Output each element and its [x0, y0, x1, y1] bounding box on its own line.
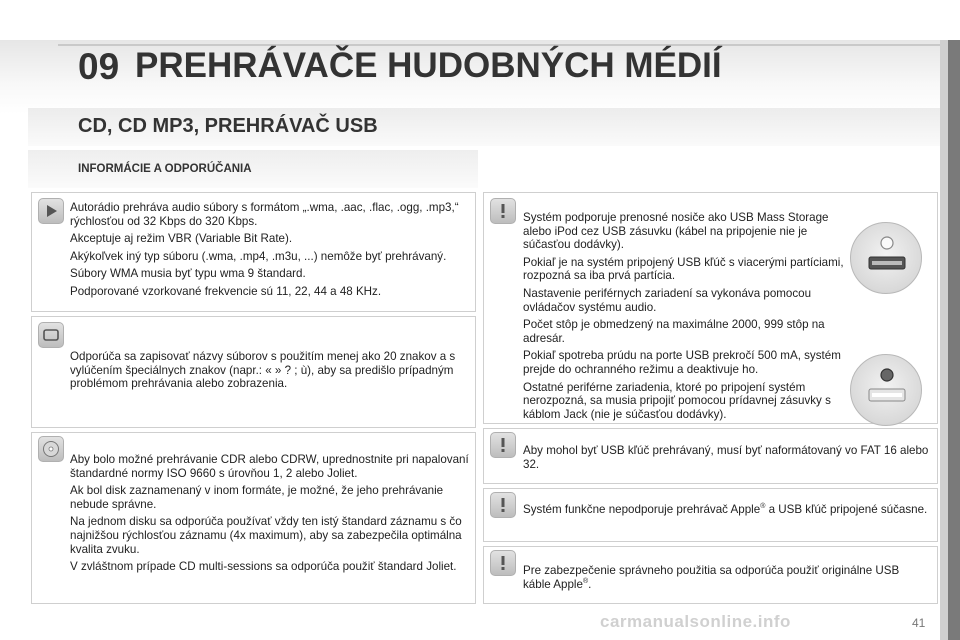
- paragraph: Podporované vzorkované frekvencie sú 11, 22, 44 a 48 KHz.: [70, 284, 382, 298]
- warning-icon: [490, 492, 516, 518]
- registered-mark: ®: [760, 503, 766, 511]
- warning-box-apple-text: [523, 503, 931, 521]
- paragraph: Pokiaľ je na systém pripojený USB kľúč s viacerými partíciami, rozpozná sa iba prvá partícia.: [523, 255, 844, 283]
- watermark: carmanualsonline.info: [600, 612, 791, 631]
- page-number: 41: [912, 616, 926, 630]
- paragraph: Akýkoľvek iný typ súboru (.wma, .mp4, .m3u, ...) nemôže byť prehrávaný.: [70, 249, 447, 263]
- paragraph: Autorádio prehráva audio súbory s formátom „.wma, .aac, .flac, .ogg, .mp3,“ rýchlosťou od 32 Kbps do 320 Kbps.: [70, 201, 459, 228]
- paragraph: Odporúča sa zapisovať názvy súborov s použitím menej ako 20 znakov a s vylúčením špeciálnych znakov (napr.: « » ? ; ù), aby sa predišlo prípadným problémom prehrávania alebo zobrazenia.: [70, 350, 456, 391]
- chapter-number: 09: [78, 46, 120, 87]
- text-fragment: a USB kľúč pripojené súčasne.: [765, 503, 928, 516]
- paragraph: Aby bolo možné prehrávanie CDR alebo CDRW, uprednostnite pri napalovaní štandardné normy ISO 9660 s úrovňou 1, 2 alebo Joliet.: [70, 453, 469, 480]
- paragraph: Pokiaľ spotreba prúdu na porte USB prekročí 500 mA, systém prejde do ochranného režimu a deaktivuje ho.: [523, 349, 841, 376]
- warning-box-cables-text: [523, 564, 923, 595]
- section-title: INFORMÁCIE A ODPORÚČANIA: [78, 163, 252, 175]
- paragraph: [523, 503, 931, 517]
- paragraph: Akceptuje aj režim VBR (Variable Bit Rate).: [70, 232, 293, 246]
- paragraph: Súbory WMA musia byť typu wma 9 štandard.: [70, 267, 306, 281]
- warning-box-usb-text: [523, 211, 845, 425]
- paragraph: [523, 564, 923, 591]
- paragraph: Aby mohol byť USB kľúč prehrávaný, musí byť naformátovaný vo FAT 16 alebo 32.: [523, 444, 929, 471]
- chapter-title: PREHRÁVAČE HUDOBNÝCH MÉDIÍ: [135, 46, 722, 85]
- usb-port-illustration: [850, 222, 922, 294]
- text-fragment: .: [588, 577, 592, 591]
- text-fragment: Pre zabezpečenie správneho použitia sa odporúča použiť originálne USB káble Apple: [523, 564, 900, 591]
- info-box-cd-text: [70, 453, 470, 578]
- right-edge-bar-dark: [948, 40, 960, 640]
- info-box-formats-text: [70, 201, 470, 303]
- cd-disc-icon: [38, 436, 64, 462]
- paragraph: Ostatné periférne zariadenia, ktoré po pripojení systém nerozpozná, sa musia pripojiť pomocou prídavnej zásuvky s káblom Jack (nie je súčasťou dodávky).: [523, 380, 831, 421]
- info-box-filenames-text: [70, 350, 470, 395]
- paragraph: Na jednom disku sa odporúča používať vždy ten istý štandard záznamu s čo najnižšou rýchlosťou záznamu (4x maximum), aby sa zabezpečila optimálna kvalita zvuku.: [70, 515, 462, 556]
- warning-icon: [490, 550, 516, 576]
- right-edge-bar-light: [940, 40, 948, 640]
- text-fragment: Systém funkčne nepodporuje prehrávač Apple: [523, 503, 761, 516]
- paragraph: Počet stôp je obmedzený na maximálne 2000, 999 stôp na adresár.: [523, 318, 825, 345]
- paragraph: Ak bol disk zaznamenaný v inom formáte, je možné, že jeho prehrávanie nebude správne.: [70, 484, 444, 511]
- registered-mark: ®: [582, 577, 589, 585]
- warning-box-format-text: [523, 444, 931, 475]
- paragraph: V zvláštnom prípade CD multi-sessions sa odporúča použiť štandard Joliet.: [70, 560, 457, 574]
- warning-icon: [490, 432, 516, 458]
- warning-icon: [490, 198, 516, 224]
- memory-card-icon: [38, 322, 64, 348]
- usb-port-illustration: [850, 354, 922, 426]
- paragraph: Systém podporuje prenosné nosiče ako USB Mass Storage alebo iPod cez USB zásuvku (kábel na pripojenie nie je súčasťou dodávky).: [523, 211, 829, 252]
- paragraph: Nastavenie periférnych zariadení sa vykonáva pomocou ovládačov systému audio.: [523, 286, 812, 314]
- page-subtitle: CD, CD MP3, PREHRÁVAČ USB: [78, 115, 378, 137]
- play-icon: [38, 198, 64, 224]
